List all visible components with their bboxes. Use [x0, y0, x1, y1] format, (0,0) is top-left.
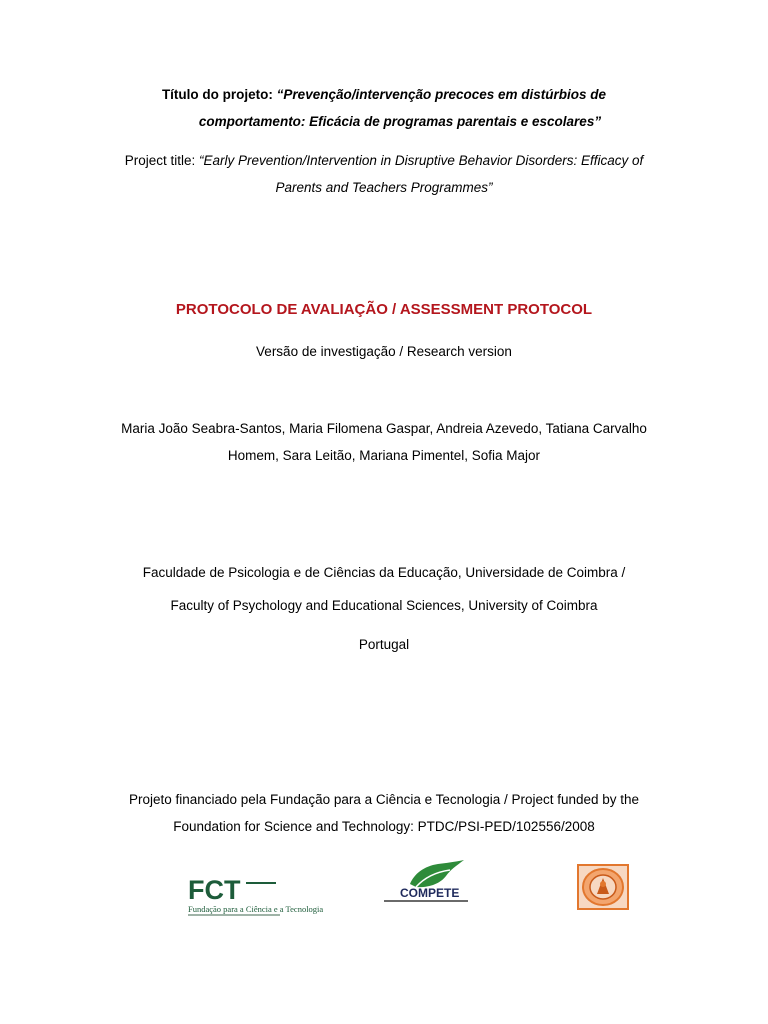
title-en-text-line2: Parents and Teachers Programmes” — [275, 180, 493, 195]
compete-logo-text: COMPETE — [400, 886, 460, 900]
title-en-label: Project title: — [124, 153, 200, 168]
title-pt-line1 — [0, 86, 768, 104]
fct-logo-letters: FCT — [188, 875, 241, 905]
title-pt-text-line2: comportamento: Eficácia de programas parentais e escolares” — [198, 114, 602, 129]
title-pt-text-line1: “Prevenção/intervenção precoces em distúrbios de — [276, 87, 607, 102]
title-en-text-line1: “Early Prevention/Intervention in Disruptive Behavior Disorders: Efficacy of — [199, 153, 644, 168]
compete-logo-fineprint — [384, 900, 468, 902]
institution-country: Portugal — [358, 637, 410, 652]
title-en-line1 — [0, 152, 768, 170]
funding-line1: Projeto financiado pela Fundação para a Ciência e Tecnologia / Project funded by the — [128, 792, 640, 807]
fct-logo-rule — [246, 882, 276, 884]
title-pt-label: Título do projeto: — [161, 87, 277, 102]
university-seal-logo — [577, 864, 629, 910]
authors-line1: Maria João Seabra-Santos, Maria Filomena Gaspar, Andreia Azevedo, Tatiana Carvalho — [121, 421, 647, 436]
compete-logo — [380, 860, 472, 908]
version-line: Versão de investigação / Research version — [256, 344, 512, 359]
protocol-title: PROTOCOLO DE AVALIAÇÃO / ASSESSMENT PROTOCOL — [175, 301, 593, 318]
university-seal-icon — [577, 864, 629, 910]
authors-line2: Homem, Sara Leitão, Mariana Pimentel, Sofia Major — [227, 448, 541, 463]
funding-line2: Foundation for Science and Technology: PTDC/PSI-PED/102556/2008 — [173, 819, 595, 834]
fct-logo-subtitle: Fundação para a Ciência e a Tecnologia — [188, 904, 324, 914]
institution-line2: Faculty of Psychology and Educational Sciences, University of Coimbra — [170, 598, 598, 613]
fct-logo — [188, 875, 324, 918]
institution-line1: Faculdade de Psicologia e de Ciências da Educação, Universidade de Coimbra / — [142, 565, 626, 580]
fct-logo-fineprint — [188, 914, 280, 916]
